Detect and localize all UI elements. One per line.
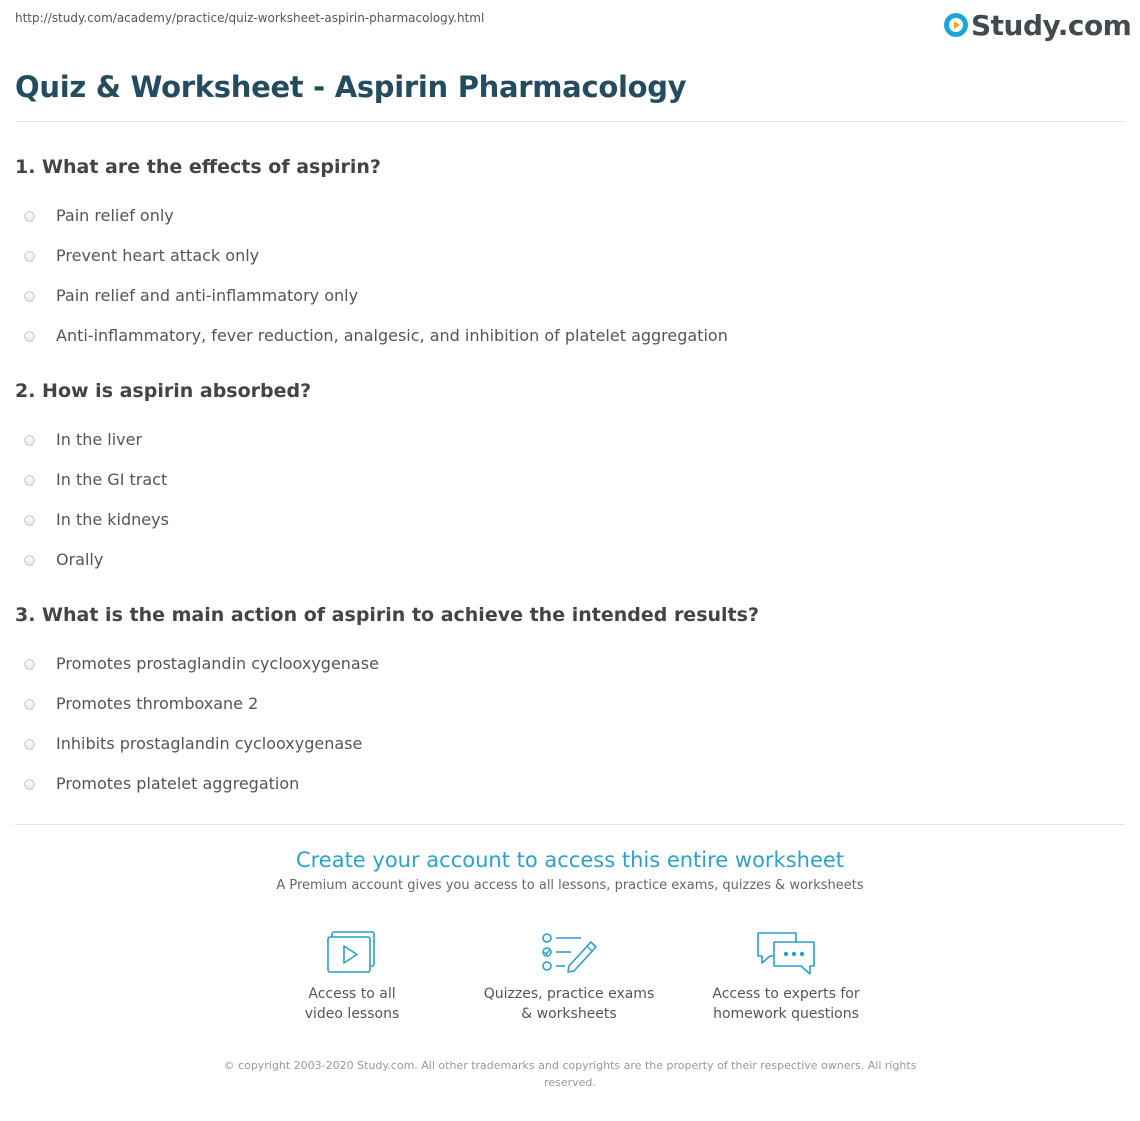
- question-2: [15, 380, 1115, 580]
- feature-video-lessons: [252, 930, 452, 1024]
- logo-text: Study.com: [971, 8, 1132, 42]
- feature-label-line: homework questions: [713, 1006, 859, 1022]
- feature-quizzes: [469, 930, 669, 1024]
- divider: [15, 121, 1125, 122]
- answer-option[interactable]: [15, 540, 1115, 580]
- answer-label: In the kidneys: [56, 510, 169, 529]
- answer-option[interactable]: [15, 500, 1115, 540]
- radio-button-icon[interactable]: [24, 515, 35, 526]
- radio-button-icon[interactable]: [24, 779, 35, 790]
- study-logo[interactable]: [944, 6, 1131, 44]
- answer-label: In the GI tract: [56, 470, 168, 489]
- video-lesson-icon: [326, 930, 378, 976]
- radio-button-icon[interactable]: [24, 331, 35, 342]
- answer-option[interactable]: [15, 684, 1115, 724]
- answer-label: Anti-inflammatory, fever reduction, analgesic, and inhibition of platelet aggregation: [56, 326, 728, 345]
- answer-label: Promotes prostaglandin cyclooxygenase: [56, 654, 379, 673]
- feature-experts: [686, 930, 886, 1024]
- question-title: 1. What are the effects of aspirin?: [15, 156, 381, 178]
- answer-label: In the liver: [56, 430, 143, 449]
- answer-label: Prevent heart attack only: [56, 246, 260, 265]
- radio-button-icon[interactable]: [24, 251, 35, 262]
- question-3: [15, 604, 1115, 804]
- radio-button-icon[interactable]: [24, 555, 35, 566]
- radio-button-icon[interactable]: [24, 739, 35, 750]
- answer-option[interactable]: [15, 460, 1115, 500]
- feature-label-line: & worksheets: [521, 1006, 617, 1022]
- signup-cta: [0, 848, 1140, 893]
- answer-label: Pain relief and anti-inflammatory only: [56, 286, 359, 305]
- answer-option[interactable]: [15, 196, 1115, 236]
- question-1: [15, 156, 1115, 356]
- answer-option[interactable]: [15, 316, 1115, 356]
- radio-button-icon[interactable]: [24, 475, 35, 486]
- cta-subtext: A Premium account gives you access to all lessons, practice exams, quizzes & worksheets: [276, 878, 864, 893]
- answer-option[interactable]: [15, 724, 1115, 764]
- answer-label: Promotes thromboxane 2: [56, 694, 259, 713]
- radio-button-icon[interactable]: [24, 291, 35, 302]
- page-url: http://study.com/academy/practice/quiz-worksheet-aspirin-pharmacology.html: [15, 11, 485, 25]
- feature-label-line: Access to experts for: [712, 986, 860, 1002]
- answer-option[interactable]: [15, 764, 1115, 804]
- quiz-list-icon: [539, 930, 599, 976]
- cta-heading-link[interactable]: Create your account to access this entire worksheet: [295, 848, 845, 872]
- feature-label-line: Access to all: [308, 986, 396, 1002]
- answer-label: Orally: [56, 550, 104, 569]
- radio-button-icon[interactable]: [24, 211, 35, 222]
- radio-button-icon[interactable]: [24, 699, 35, 710]
- answer-label: Inhibits prostaglandin cyclooxygenase: [56, 734, 363, 753]
- radio-button-icon[interactable]: [24, 659, 35, 670]
- logo-play-icon: [944, 13, 968, 37]
- radio-button-icon[interactable]: [24, 435, 35, 446]
- divider: [15, 824, 1125, 825]
- question-title: 2. How is aspirin absorbed?: [15, 380, 312, 402]
- footer-copyright: © copyright 2003-2020 Study.com. All other trademarks and copyrights are the property of their respective owners. All rights reserved.: [223, 1059, 917, 1089]
- page-title: Quiz & Worksheet - Aspirin Pharmacology: [15, 70, 687, 104]
- answer-label: Pain relief only: [56, 206, 174, 225]
- question-title: 3. What is the main action of aspirin to achieve the intended results?: [15, 604, 759, 626]
- answer-option[interactable]: [15, 644, 1115, 684]
- chat-bubbles-icon: [754, 930, 818, 976]
- feature-label-line: Quizzes, practice exams: [483, 986, 655, 1002]
- feature-label-line: video lessons: [304, 1006, 400, 1022]
- answer-option[interactable]: [15, 420, 1115, 460]
- answer-option[interactable]: [15, 236, 1115, 276]
- answer-option[interactable]: [15, 276, 1115, 316]
- answer-label: Promotes platelet aggregation: [56, 774, 300, 793]
